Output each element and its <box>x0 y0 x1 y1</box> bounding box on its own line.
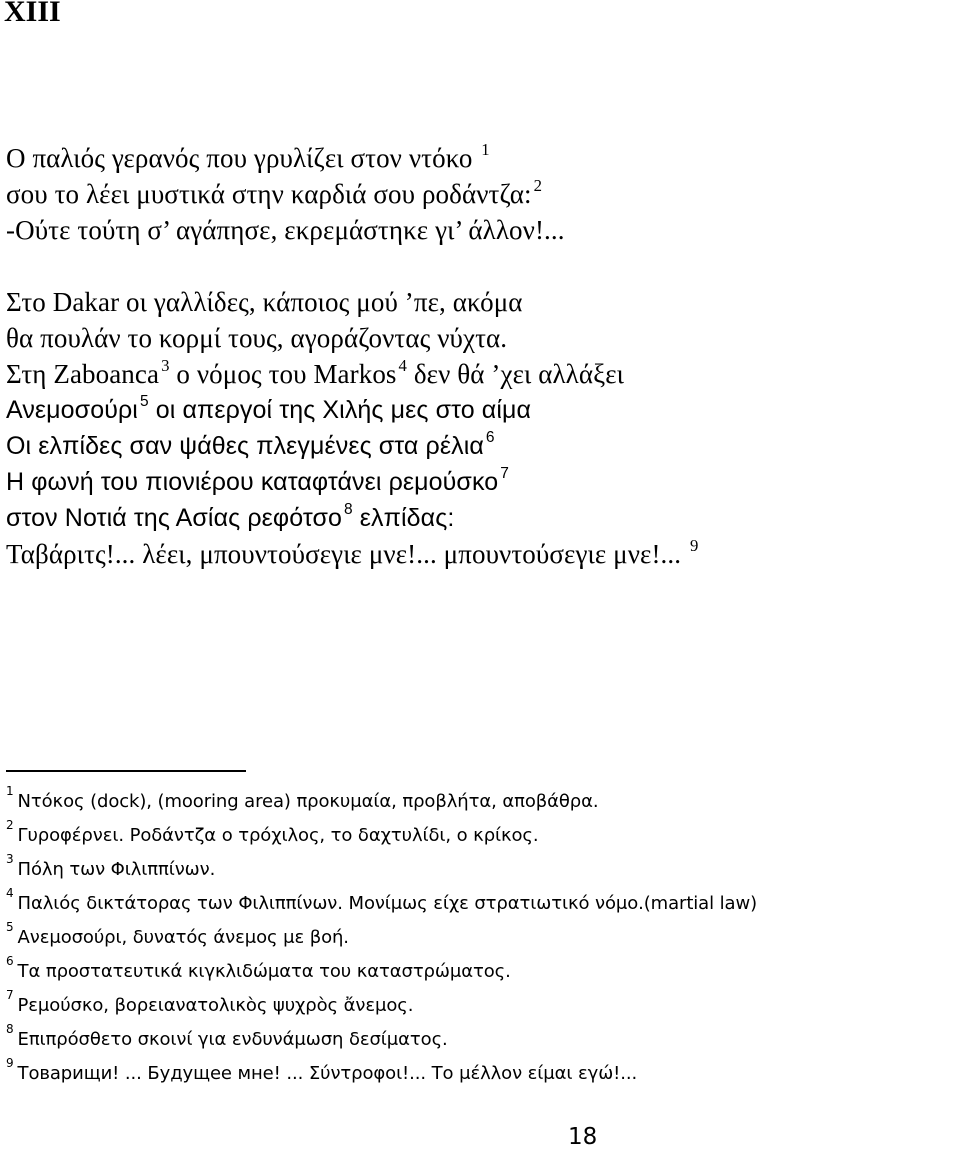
footnote-ref-2: 2 <box>533 176 543 195</box>
poem-line-4: Στο Dakar οι γαλλίδες, κάποιος μού ’πε, ακόμα <box>6 287 523 317</box>
footnote-number: 4 <box>6 886 14 900</box>
footnote-ref-4: 4 <box>398 356 407 375</box>
footnote-ref-6: 6 <box>485 429 495 446</box>
footnote-8 <box>6 1022 960 1056</box>
footnote-text: Επιπρόσθετο σκοινί για ενδυνάμωση δεσίματος. <box>17 1029 448 1050</box>
footnote-2 <box>6 818 960 852</box>
footnote-3 <box>6 852 960 886</box>
poem-heading: XIII <box>4 0 61 28</box>
poem-line-2: σου το λέει μυστικά στην καρδιά σου ροδάντζα: $^2$ <box>6 176 543 209</box>
page-number: 18 <box>568 1124 598 1150</box>
poem-line-7: Ανεμοσούρι $^5$ οι απεργοί της Χιλής μες στο αίμα <box>6 393 532 424</box>
footnote-5 <box>6 920 960 954</box>
footnote-number: 7 <box>6 988 14 1002</box>
footnote-text: Ρεμούσκο, βορειανατολικὸς ψυχρὸς ἄνεμος. <box>17 995 414 1016</box>
footnote-text: Ανεμοσούρι, δυνατός άνεμος με βοή. <box>17 927 349 948</box>
footnote-ref-1: 1 <box>481 140 490 159</box>
footnote-9 <box>6 1056 960 1090</box>
footnote-text: Ντόκος (dock), (mooring area) προκυμαία, προβλήτα, αποβάθρα. <box>17 791 599 812</box>
poem-body <box>6 136 956 568</box>
poem-line-10: στον Νοτιά της Ασίας ρεφότσο $^8$ ελπίδας: <box>6 501 455 532</box>
footnote-text: Γυροφέρνει. Ροδάντζα ο τρόχιλος, το δαχτυλίδι, ο κρίκος. <box>17 825 539 846</box>
footnote-number: 6 <box>6 954 14 968</box>
footnote-number: 9 <box>6 1056 14 1070</box>
footnote-ref-7: 7 <box>500 465 509 482</box>
footnote-separator <box>6 770 246 772</box>
footnote-ref-5: 5 <box>139 393 149 410</box>
footnote-number: 1 <box>6 784 14 798</box>
stanza-break <box>6 244 956 280</box>
poem-line-9: Η φωνή του πιονιέρου καταφτάνει ρεμούσκο $^7$ <box>6 465 509 496</box>
footnote-number: 3 <box>6 852 14 866</box>
poem-line-3: -Ούτε τούτη σ’ αγάπησε, εκρεμάστηκε γι’ άλλον!... <box>6 215 565 245</box>
footnote-ref-9: 9 <box>689 536 699 555</box>
footnote-number: 8 <box>6 1022 14 1036</box>
footnote-text: Товарищи! ... Будущее мне! ... Σύντροφοι!... Το μέλλον είμαι εγώ!... <box>17 1063 638 1084</box>
poem-line-8: Οι ελπίδες σαν ψάθες πλεγμένες στα ρέλια $^6$ <box>6 429 495 460</box>
poem-line-11: Ταβάριτς!... λέει, μπουντούσεγιε μνε!... μπουντούσεγιε μνε!... $^9$ <box>6 536 699 569</box>
footnote-ref-8: 8 <box>344 501 353 518</box>
footnote-number: 5 <box>6 920 14 934</box>
footnote-text: Τα προστατευτικά κιγκλιδώματα του καταστρώματος. <box>17 961 511 982</box>
footnote-4 <box>6 886 960 920</box>
footnote-text: Πόλη των Φιλιππίνων. <box>17 859 216 880</box>
footnote-1 <box>6 784 960 818</box>
footnote-number: 2 <box>6 818 14 832</box>
footnote-text: Παλιός δικτάτορας των Φιλιππίνων. Μονίμως είχε στρατιωτικό νόμο.(martial law) <box>17 893 758 914</box>
footnote-7 <box>6 988 960 1022</box>
poem-line-6: Στη Zaboanca $^3$ ο νόμος του Markos $^4$ δεν θά ’χει αλλάξει <box>6 356 625 389</box>
footnote-ref-3: 3 <box>161 356 170 375</box>
footnote-6 <box>6 954 960 988</box>
poem-line-1: Ο παλιός γερανός που γρυλίζει στον ντόκο $^1$ <box>6 140 490 173</box>
poem-line-5: θα πουλάν το κορμί τους, αγοράζοντας νύχτα. <box>6 323 508 353</box>
footnotes <box>6 784 960 1090</box>
